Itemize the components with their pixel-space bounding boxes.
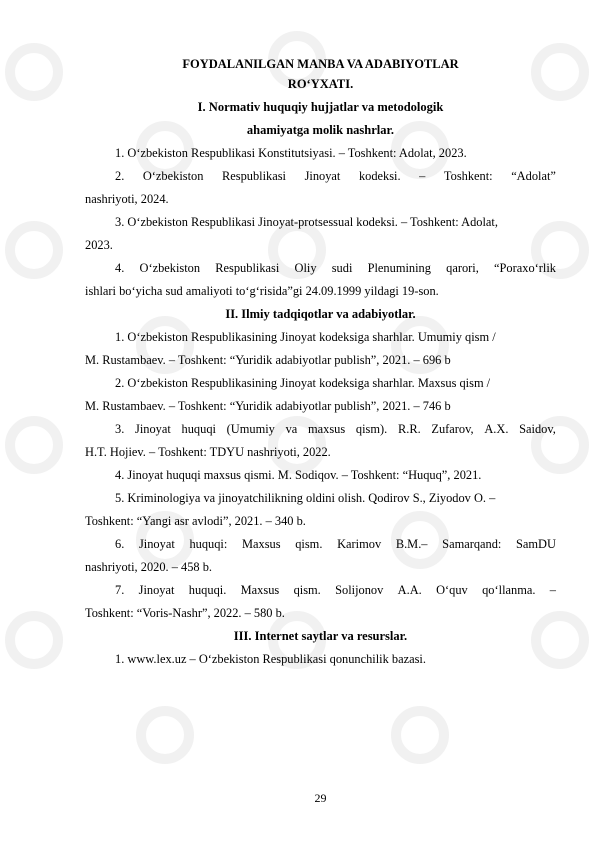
- reference-2-5-line-2: Toshkent: “Yangi asr avlodi”, 2021. – 340 b.: [85, 514, 306, 528]
- reference-1-3-line-2: 2023.: [85, 238, 113, 252]
- reference-2-3-line-1: 3. Jinoyat huquqi (Umumiy va maxsus qism). R.R. Zufarov, A.X. Saidov,: [115, 422, 556, 436]
- reference-2-7-line-2: Toshkent: “Voris-Nashr”, 2022. – 580 b.: [85, 606, 285, 620]
- section-3-title: III. Internet saytlar va resurslar.: [233, 629, 408, 643]
- reference-1-1: 1. O‘zbekiston Respublikasi Konstitutsiyasi. – Toshkent: Adolat, 2023.: [115, 146, 467, 160]
- reference-1-2-line-1: 2. O‘zbekiston Respublikasi Jinoyat kodeksi. – Toshkent: “Adolat”: [115, 169, 556, 183]
- section-1-title-line-1: I. Normativ huquqiy hujjatlar va metodologik: [197, 100, 444, 114]
- reference-2-5-line-1: 5. Kriminologiya va jinoyatchilikning oldini olish. Qodirov S., Ziyodov O. –: [115, 491, 496, 505]
- reference-2-3-line-2: H.T. Hojiev. – Toshkent: TDYU nashriyoti, 2022.: [85, 445, 331, 459]
- section-2-title: II. Ilmiy tadqiqotlar va adabiyotlar.: [225, 307, 416, 321]
- reference-1-4-line-1: 4. O‘zbekiston Respublikasi Oliy sudi Plenumining qarori, “Poraxo‘rlik: [115, 261, 556, 275]
- reference-2-6-line-2: nashriyoti, 2020. – 458 b.: [85, 560, 212, 574]
- reference-1-2-line-2: nashriyoti, 2024.: [85, 192, 169, 206]
- reference-3-1: 1. www.lex.uz – O‘zbekiston Respublikasi qonunchilik bazasi.: [115, 652, 426, 666]
- heading-line-2: RO‘YXATI.: [287, 77, 354, 91]
- reference-2-2-line-1: 2. O‘zbekiston Respublikasining Jinoyat kodeksiga sharhlar. Maxsus qism /: [115, 376, 491, 390]
- reference-2-6-line-1: 6. Jinoyat huquqi: Maxsus qism. Karimov B.M.– Samarqand: SamDU: [115, 537, 556, 551]
- section-1-title-line-2: ahamiyatga molik nashrlar.: [246, 123, 395, 137]
- reference-2-2-line-2: M. Rustambaev. – Toshkent: “Yuridik adabiyotlar publish”, 2021. – 746 b: [85, 399, 451, 413]
- reference-2-4: 4. Jinoyat huquqi maxsus qismi. M. Sodiqov. – Toshkent: “Huquq”, 2021.: [115, 468, 482, 482]
- reference-2-1-line-2: M. Rustambaev. – Toshkent: “Yuridik adabiyotlar publish”, 2021. – 696 b: [85, 353, 451, 367]
- reference-2-7-line-1: 7. Jinoyat huquqi. Maxsus qism. Solijonov A.A. O‘quv qo‘llanma. –: [115, 583, 556, 597]
- heading-line-1: FOYDALANILGAN MANBA VA ADABIYOTLAR: [182, 57, 459, 71]
- reference-1-4-line-2: ishlari bo‘yicha sud amaliyoti to‘g‘risida”gi 24.09.1999 yildagi 19-son.: [85, 284, 439, 298]
- page-number: 29: [314, 791, 327, 805]
- document-page: [85, 0, 556, 842]
- reference-2-1-line-1: 1. O‘zbekiston Respublikasining Jinoyat kodeksiga sharhlar. Umumiy qism /: [115, 330, 496, 344]
- reference-1-3-line-1: 3. O‘zbekiston Respublikasi Jinoyat-protsessual kodeksi. – Toshkent: Adolat,: [115, 215, 498, 229]
